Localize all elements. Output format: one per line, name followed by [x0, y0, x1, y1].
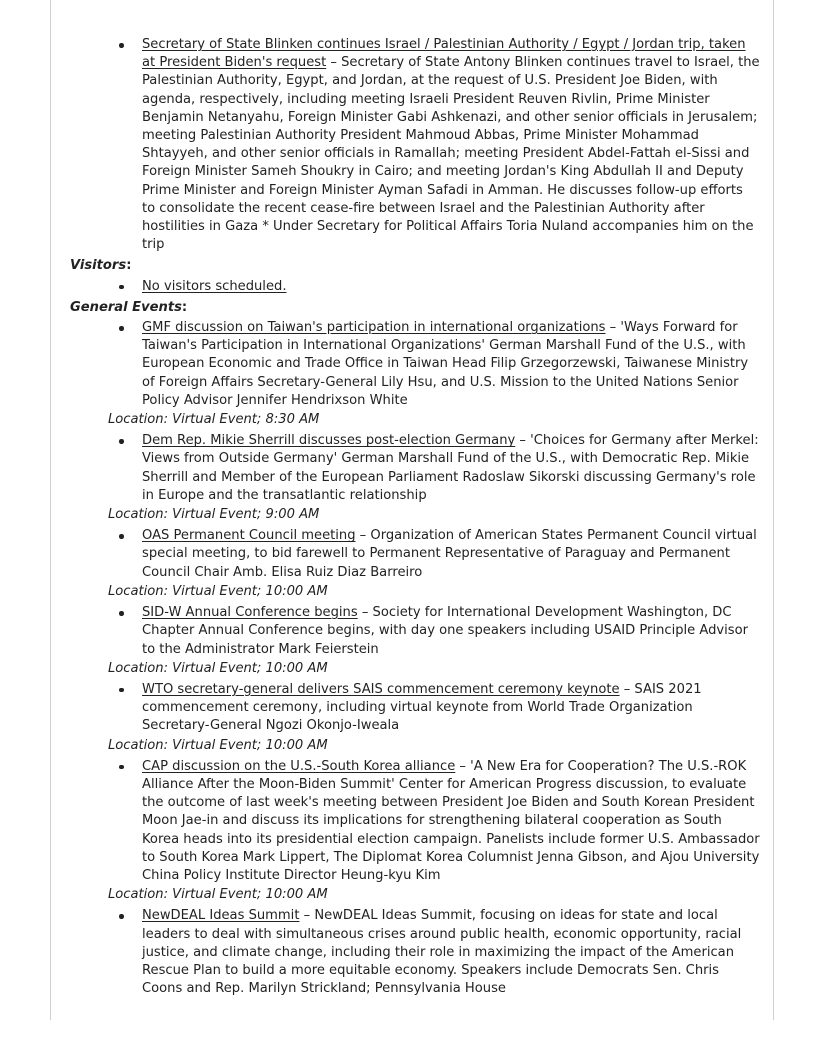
right-page-rule	[773, 0, 774, 1020]
event-link[interactable]: WTO secretary-general delivers SAIS commencement ceremony keynote	[142, 681, 620, 697]
event-link[interactable]: CAP discussion on the U.S.-South Korea alliance	[142, 758, 456, 774]
general-events-heading: General Events:	[70, 299, 188, 315]
event-link[interactable]: OAS Permanent Council meeting	[142, 528, 356, 544]
event-link[interactable]: Dem Rep. Mikie Sherrill discusses post-election Germany	[142, 433, 516, 449]
list-item	[142, 681, 760, 737]
event-list	[70, 432, 760, 506]
prior-event-list	[70, 36, 760, 255]
event-list	[70, 319, 760, 411]
event-link[interactable]: SID-W Annual Conference begins	[142, 605, 358, 621]
list-item	[142, 758, 760, 886]
list-item	[142, 604, 760, 660]
event-link[interactable]: Secretary of State Blinken continues Israel / Palestinian Authority / Egypt / Jordan trip, taken at President Biden's request	[142, 37, 746, 71]
list-item	[142, 432, 760, 506]
left-page-rule	[50, 0, 51, 1020]
list-item	[142, 278, 760, 297]
event-list	[70, 604, 760, 660]
event-description: – SAIS 2021 commencement ceremony, including virtual keynote from World Trade Organization Secretary-General Ngozi Okonjo-Iweala	[142, 681, 702, 734]
event-link[interactable]: GMF discussion on Taiwan's participation in international organizations	[142, 320, 606, 336]
event-location: Location: Virtual Event; 10:00 AM	[108, 660, 328, 676]
list-item	[142, 36, 760, 255]
visitors-heading: Visitors:	[70, 258, 132, 274]
event-location: Location: Virtual Event; 9:00 AM	[108, 507, 320, 523]
event-location: Location: Virtual Event; 10:00 AM	[108, 583, 328, 599]
list-item	[142, 527, 760, 583]
visitors-link[interactable]: No visitors scheduled.	[142, 278, 287, 294]
event-location: Location: Virtual Event; 10:00 AM	[108, 737, 328, 753]
list-item	[142, 319, 760, 411]
visitors-list	[70, 278, 760, 297]
event-description: – NewDEAL Ideas Summit, focusing on ideas for state and local leaders to deal with simultaneous crises around public health, economic opportunity, racial justice, and climate change, including their role in maximizing the impact of the American Rescue Plan to build a more equitable economy. Speakers include Democrats Sen. Chris Coons and Rep. Marilyn Strickland; Pennsylvania House	[142, 908, 742, 997]
document-body	[70, 36, 760, 999]
event-list	[70, 907, 760, 999]
event-description: – 'Ways Forward for Taiwan's Participation in International Organizations' German Marshall Fund of the U.S., with European Economic and Trade Office in Taiwan Head Filip Grzegorzewski, Taiwanese Ministry of Foreign Affairs Secretary-General Lily Hsu, and U.S. Mission to the United Nations Senior Policy Advisor Jennifer Hendrixson White	[142, 320, 749, 408]
event-description: – Society for International Development Washington, DC Chapter Annual Conference begins, with day one speakers including USAID Principle Advisor to the Administrator Mark Feierstein	[142, 605, 749, 657]
event-description: – 'Choices for Germany after Merkel: Views from Outside Germany' German Marshall Fund of the U.S., with Democratic Rep. Mikie Sherrill and Member of the European Parliament Radoslaw Sikorski discussing Germany's role in Europe and the transatlantic relationship	[142, 433, 759, 503]
event-list	[70, 758, 760, 886]
event-description: – 'A New Era for Cooperation? The U.S.-ROK Alliance After the Moon-Biden Summit' Center for American Progress discussion, to evaluate the outcome of last week's meeting between President Joe Biden and South Korean President Moon Jae-in and discuss its implications for strengthening bilateral cooperation as South Korea heads into its presidential election campaign. Panelists include former U.S. Ambassador to South Korea Mark Lippert, The Diplomat Korea Columnist Jenna Gibson, and Ajou University China Policy Institute Director Heung-kyu Kim	[142, 758, 760, 883]
event-location: Location: Virtual Event; 10:00 AM	[108, 887, 328, 903]
event-list	[70, 681, 760, 737]
list-item	[142, 907, 760, 999]
event-link[interactable]: NewDEAL Ideas Summit	[142, 908, 300, 924]
event-description: – Secretary of State Antony Blinken continues travel to Israel, the Palestinian Authority, Egypt, and Jordan, at the request of U.S. President Joe Biden, with agenda, respectively, including meeting Israeli President Reuven Rivlin, Prime Minister Benjamin Netanyahu, Foreign Minister Gabi Ashkenazi, and other senior officials in Jerusalem; meeting Palestinian Authority President Mahmoud Abbas, Prime Minister Mohammad Shtayyeh, and other senior officials in Ramallah; meeting President Abdel-Fattah el-Sissi and Foreign Minister Sameh Shoukry in Cairo; and meeting Jordan's King Abdullah II and Deputy Prime Minister and Foreign Minister Ayman Safadi in Amman. He discusses follow-up efforts to consolidate the recent cease-fire between Israel and the Palestinian Authority after hostilities in Gaza * Under Secretary for Political Affairs Toria Nuland accompanies him on the trip	[142, 55, 760, 253]
event-list	[70, 527, 760, 583]
event-description: – Organization of American States Permanent Council virtual special meeting, to bid farewell to Permanent Representative of Paraguay and Permanent Council Chair Amb. Elisa Ruiz Diaz Barreiro	[142, 528, 757, 580]
event-location: Location: Virtual Event; 8:30 AM	[108, 412, 320, 428]
